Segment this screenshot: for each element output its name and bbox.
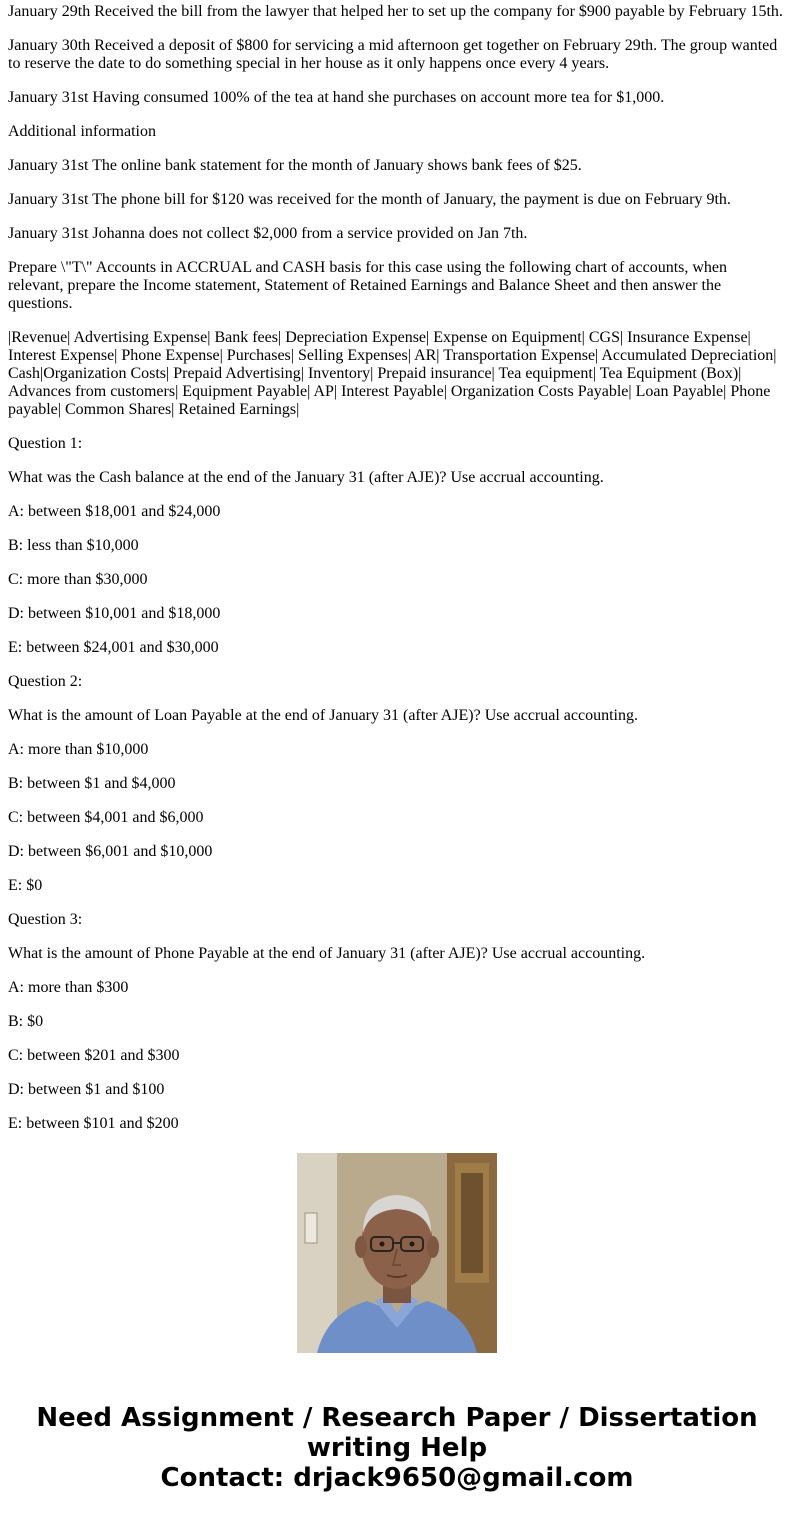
question-3-option-c: C: between $201 and $300 bbox=[8, 1047, 180, 1064]
question-2-option-b: B: between $1 and $4,000 bbox=[8, 775, 176, 792]
heading-additional-information: Additional information bbox=[8, 123, 156, 140]
paragraph-chart-of-accounts: |Revenue| Advertising Expense| Bank fees| Depreciation Expense| Expense on Equipment| CGS| Insurance Expense| Interest Expense| Phone Expense| Purchases| Selling Expenses| AR| Transportation Expense| Accumulated Depreciation| Cash|Organization Costs| Prepaid Advertising| Inventory| Prepaid insurance| Tea equipment| Tea Equipment (Box)| Advances from customers| Equipment Payable| AP| Interest Payable| Organization Costs Payable| Loan Payable| Phone payable| Common Shares| Retained Earnings| bbox=[8, 329, 777, 418]
question-1-option-d: D: between $10,001 and $18,000 bbox=[8, 605, 221, 622]
paragraph-jan30-deposit: January 30th Received a deposit of $800 for servicing a mid afternoon get together on February 29th. The group wanted to reserve the date to do something special in her house as it only happens once every 4 years. bbox=[8, 37, 778, 72]
question-1-heading: Question 1: bbox=[8, 435, 83, 452]
paragraph-jan31-bank-fees: January 31st The online bank statement for the month of January shows bank fees of $25. bbox=[8, 157, 582, 174]
question-1-option-e: E: between $24,001 and $30,000 bbox=[8, 639, 219, 656]
paragraph-jan31-tea-purchase: January 31st Having consumed 100% of the tea at hand she purchases on account more tea for $1,000. bbox=[8, 89, 665, 106]
portrait-photo bbox=[297, 1153, 497, 1353]
question-3-option-b: B: $0 bbox=[8, 1013, 44, 1030]
question-1-option-c: C: more than $30,000 bbox=[8, 571, 148, 588]
question-3-heading: Question 3: bbox=[8, 911, 83, 928]
question-1-text: What was the Cash balance at the end of the January 31 (after AJE)? Use accrual accounting. bbox=[8, 469, 604, 486]
question-3-option-a: A: more than $300 bbox=[8, 979, 129, 996]
promo-section bbox=[0, 1123, 794, 1523]
question-1-option-b: B: less than $10,000 bbox=[8, 537, 139, 554]
paragraph-jan31-phone-bill: January 31st The phone bill for $120 was received for the month of January, the payment is due on February 9th. bbox=[8, 191, 731, 208]
promo-banner-text bbox=[0, 1403, 794, 1493]
question-2-option-d: D: between $6,001 and $10,000 bbox=[8, 843, 213, 860]
avatar bbox=[297, 1153, 497, 1353]
question-2-heading: Question 2: bbox=[8, 673, 83, 690]
question-3-option-e: E: between $101 and $200 bbox=[8, 1115, 179, 1132]
promo-line-1: Need Assignment / Research Paper / Dissertation bbox=[36, 1403, 758, 1433]
question-1-option-a: A: between $18,001 and $24,000 bbox=[8, 503, 221, 520]
question-2-option-e: E: $0 bbox=[8, 877, 43, 894]
question-3-text: What is the amount of Phone Payable at the end of January 31 (after AJE)? Use accrual accounting. bbox=[8, 945, 646, 962]
question-2-option-a: A: more than $10,000 bbox=[8, 741, 149, 758]
promo-contact-line: Contact: drjack9650@gmail.com bbox=[160, 1463, 634, 1493]
paragraph-instructions: Prepare \"T\" Accounts in ACCRUAL and CASH basis for this case using the following chart of accounts, when relevant, prepare the Income statement, Statement of Retained Earnings and Balance Sheet and then answer the questions. bbox=[8, 259, 728, 312]
question-3-option-d: D: between $1 and $100 bbox=[8, 1081, 165, 1098]
question-2-text: What is the amount of Loan Payable at the end of January 31 (after AJE)? Use accrual accounting. bbox=[8, 707, 638, 724]
paragraph-jan31-uncollected: January 31st Johanna does not collect $2,000 from a service provided on Jan 7th. bbox=[8, 225, 528, 242]
document-body bbox=[8, 0, 786, 1132]
promo-line-2: writing Help bbox=[306, 1433, 488, 1463]
question-2-option-c: C: between $4,001 and $6,000 bbox=[8, 809, 204, 826]
paragraph-jan29-lawyer-bill: January 29th Received the bill from the lawyer that helped her to set up the company for $900 payable by February 15th. bbox=[8, 3, 783, 20]
